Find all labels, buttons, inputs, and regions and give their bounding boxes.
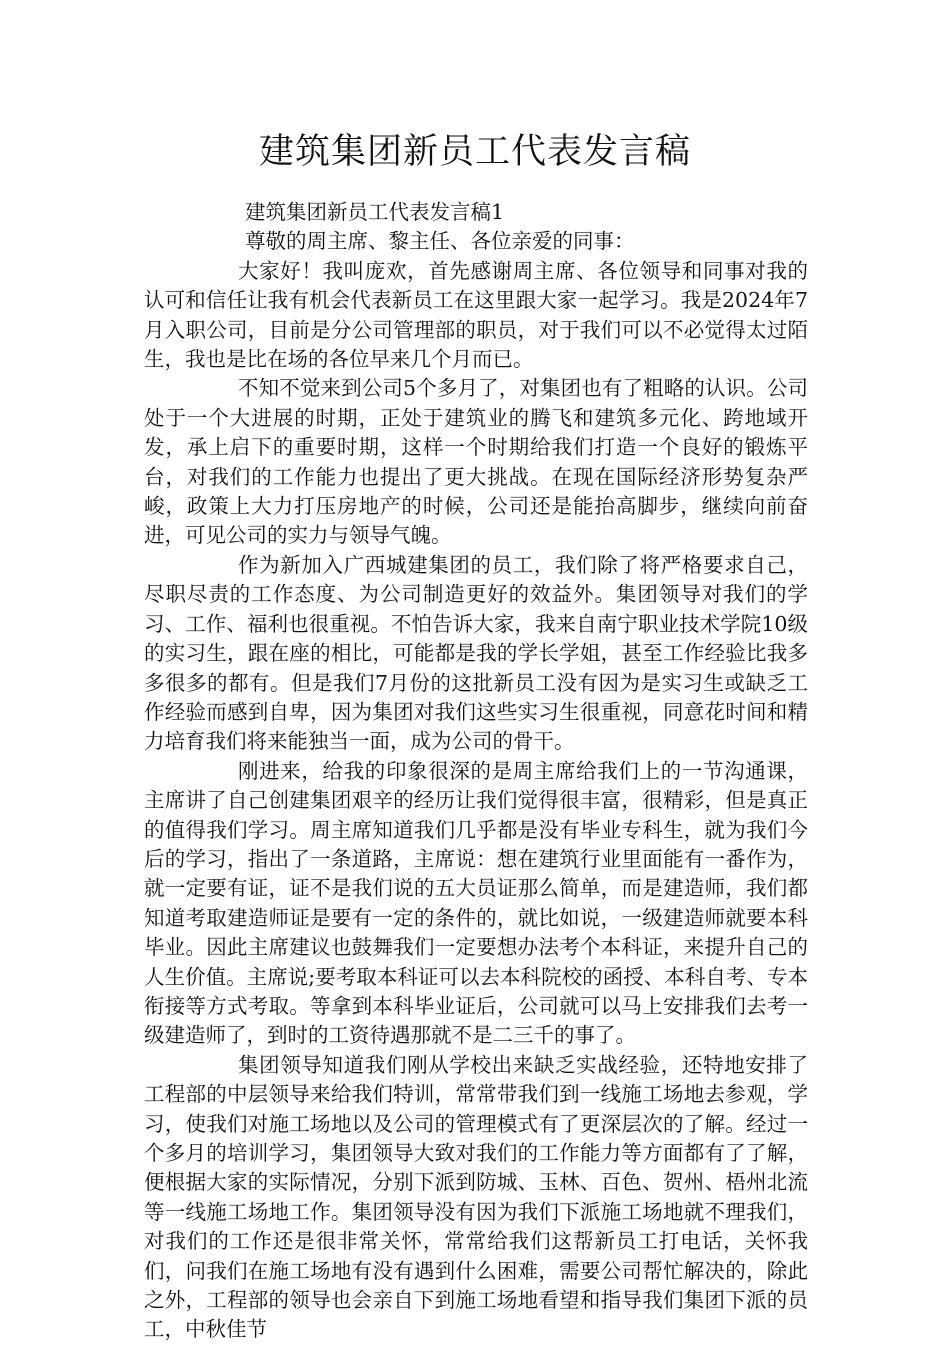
paragraph-3: 作为新加入广西城建集团的员工，我们除了将严格要求自己，尽职尽责的工作态度、为公司制造更好的效益外。集团领导对我们的学习、工作、福利也很重视。不怕告诉大家，我来自南宁职业技术学院10级的实习生，跟在座的相比，可能都是我的学长学姐，甚至工作经验比我多多很多的都有。但是我们7月份的这批新员工没有因为是实习生或缺乏工作经验而感到自卑，因为集团对我们这些实习生很重视，同意花时间和精力培育我们将来能独当一面，成为公司的骨干。	[144, 552, 808, 754]
salutation: 尊敬的周主席、黎主任、各位亲爱的同事：	[245, 229, 635, 254]
paragraph-1: 大家好！我叫庞欢，首先感谢周主席、各位领导和同事对我的认可和信任让我有机会代表新员工在这里跟大家一起学习。我是2024年7月入职公司，目前是分公司管理部的职员，对于我们可以不必觉得太过陌生，我也是比在场的各位早来几个月而已。	[144, 258, 808, 372]
document-title: 建筑集团新员工代表发言稿	[258, 132, 691, 172]
document-subtitle: 建筑集团新员工代表发言稿1	[245, 200, 505, 224]
paragraph-2: 不知不觉来到公司5个多月了，对集团也有了粗略的认识。公司处于一个大进展的时期，正处于建筑业的腾飞和建筑多元化、跨地域开发，承上启下的重要时期，这样一个时期给我们打造一个良好的锻炼平台，对我们的工作能力也提出了更大挑战。在现在国际经济形势复杂严峻，政策上大力打压房地产的时候，公司还是能抬高脚步，继续向前奋进，可见公司的实力与领导气魄。	[144, 376, 808, 548]
paragraph-4: 刚进来，给我的印象很深的是周主席给我们上的一节沟通课，主席讲了自己创建集团艰辛的经历让我们觉得很丰富，很精彩，但是真正的值得我们学习。周主席知道我们几乎都是没有毕业专科生，就为我们今后的学习，指出了一条道路，主席说：想在建筑行业里面能有一番作为，就一定要有证，证不是我们说的五大员证那么简单，而是建造师，我们都知道考取建造师证是要有一定的条件的，就比如说，一级建造师就要本科毕业。因此主席建议也鼓舞我们一定要想办法考个本科证，来提升自己的人生价值。主席说;要考取本科证可以去本科院校的函授、本科自考、专本衔接等方式考取。等拿到本科毕业证后，公司就可以马上安排我们去考一级建造师了，到时的工资待遇那就不是二三千的事了。	[144, 758, 808, 1048]
paragraph-5: 集团领导知道我们刚从学校出来缺乏实战经验，还特地安排了工程部的中层领导来给我们特训，常常带我们到一线施工场地去参观，学习，使我们对施工场地以及公司的管理模式有了更深层次的了解。经过一个多月的培训学习，集团领导大致对我们的工作能力等方面都有了了解，便根据大家的实际情况，分别下派到防城、玉林、百色、贺州、梧州北流等一线施工场地工作。集团领导没有因为我们下派施工场地就不理我们，对我们的工作还是很非常关怀，常常给我们这帮新员工打电话，关怀我们，问我们在施工场地有没有遇到什么困难，需要公司帮忙解决的，除此之外，工程部的领导也会亲自下到施工场地看望和指导我们集团下派的员工，中秋佳节	[144, 1052, 808, 1342]
document-body	[144, 198, 808, 1345]
